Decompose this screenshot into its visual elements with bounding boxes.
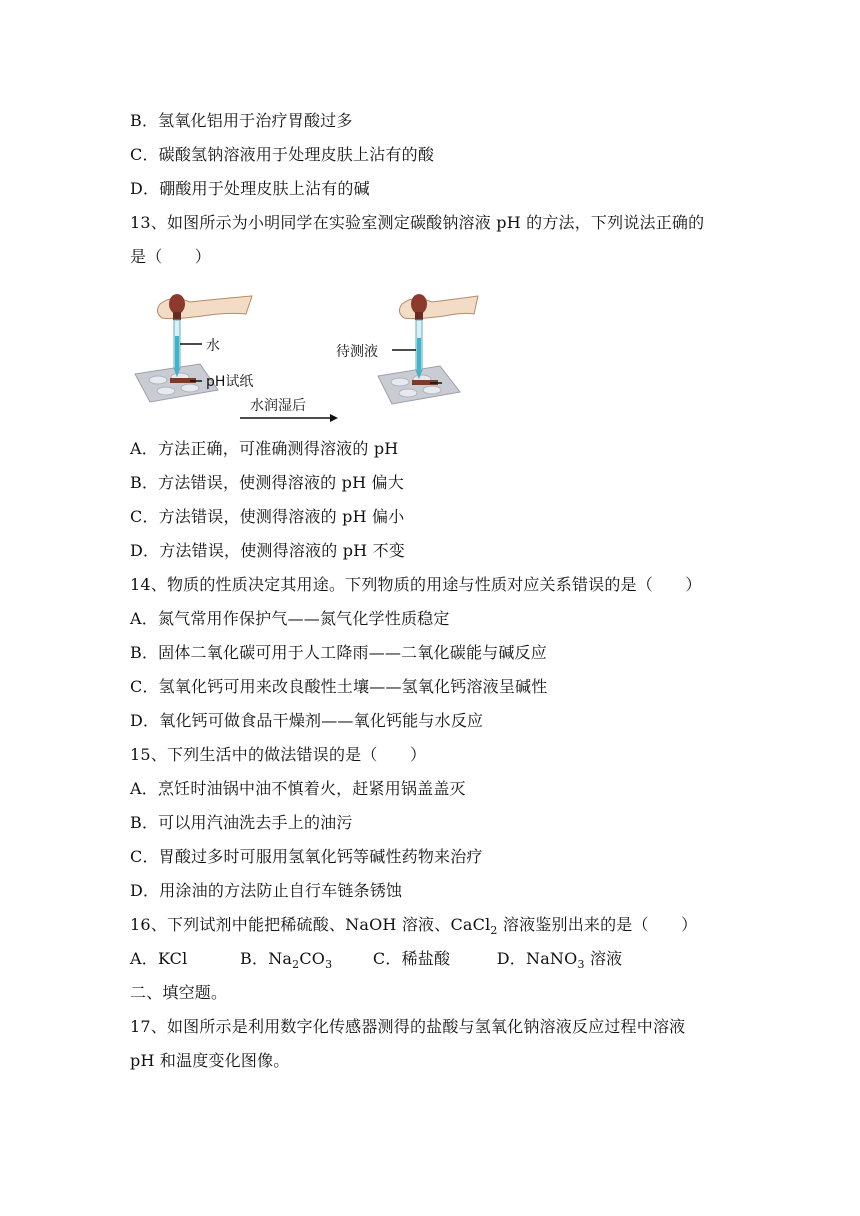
q15-option-c: C．胃酸过多时可服用氢氧化钙等碱性药物来治疗 xyxy=(130,847,483,866)
q13-stem-line1: 13、如图所示为小明同学在实验室测定碳酸钠溶液 pH 的方法，下列说法正确的 xyxy=(130,213,705,232)
q13-stem-line2: 是（ ） xyxy=(130,247,212,266)
q16-option-c: C．稀盐酸 xyxy=(372,949,451,968)
q16-stem-pre: 16、下列试剂中能把稀硫酸、NaOH 溶液、CaCl xyxy=(130,915,491,934)
q15-option-a: A．烹饪时油锅中油不慎着火，赶紧用锅盖盖灭 xyxy=(130,779,466,798)
label-water: 水 xyxy=(206,338,220,354)
q13-figure xyxy=(130,282,490,422)
q14-option-c: C．氢氧化钙可用来改良酸性土壤——氢氧化钙溶液呈碱性 xyxy=(130,677,548,696)
label-ph-paper: pH试纸 xyxy=(206,374,254,390)
left-dropper xyxy=(157,294,252,376)
ph-measurement-illustration xyxy=(130,282,490,422)
section-heading-fill-in: 二、填空题。 xyxy=(130,983,228,1002)
arrow-head xyxy=(330,414,338,422)
q16-stem xyxy=(130,914,697,936)
label-after-wet: 水润湿后 xyxy=(250,398,306,414)
q16-option-b: B．$Na_2CO_3$ xyxy=(240,949,333,972)
q16-option-a: A．KCl xyxy=(130,949,188,968)
q12-option-d: D．硼酸用于处理皮肤上沾有的碱 xyxy=(130,179,370,198)
q16-stem-post: 溶液鉴别出来的是（ ） xyxy=(497,915,698,934)
q14-option-a: A．氮气常用作保护气——氮气化学性质稳定 xyxy=(130,609,450,628)
q16-options xyxy=(130,948,622,970)
q15-stem: 15、下列生活中的做法错误的是（ ） xyxy=(130,745,427,764)
q12-option-b: B．氢氧化铝用于治疗胃酸过多 xyxy=(130,111,353,130)
q15-option-d: D．用涂油的方法防止自行车链条锈蚀 xyxy=(130,881,403,900)
q13-option-b: B．方法错误，使测得溶液的 pH 偏大 xyxy=(130,473,404,492)
q16-option-d: D．NaNO$_3$ 溶液 xyxy=(496,949,623,972)
q13-option-d: D．方法错误，使测得溶液的 pH 不变 xyxy=(130,541,405,560)
q16-stem-sub: 2 xyxy=(490,924,498,938)
q14-stem: 14、物质的性质决定其用途。下列物质的用途与性质对应关系错误的是（ ） xyxy=(130,575,702,594)
q14-option-d: D．氧化钙可做食品干燥剂——氧化钙能与水反应 xyxy=(130,711,484,730)
q12-option-c: C．碳酸氢钠溶液用于处理皮肤上沾有的酸 xyxy=(130,145,435,164)
q13-option-c: C．方法错误，使测得溶液的 pH 偏小 xyxy=(130,507,405,526)
label-test-liquid: 待测液 xyxy=(336,344,378,360)
q17-stem-line2: pH 和温度变化图像。 xyxy=(130,1051,290,1070)
q15-option-b: B．可以用汽油洗去手上的油污 xyxy=(130,813,353,832)
q13-option-a: A．方法正确，可准确测得溶液的 pH xyxy=(130,439,399,458)
q14-option-b: B．固体二氧化碳可用于人工降雨——二氧化碳能与碱反应 xyxy=(130,643,547,662)
q17-stem-line1: 17、如图所示是利用数字化传感器测得的盐酸与氢氧化钠溶液反应过程中溶液 xyxy=(130,1017,686,1036)
right-dropper xyxy=(399,294,478,378)
